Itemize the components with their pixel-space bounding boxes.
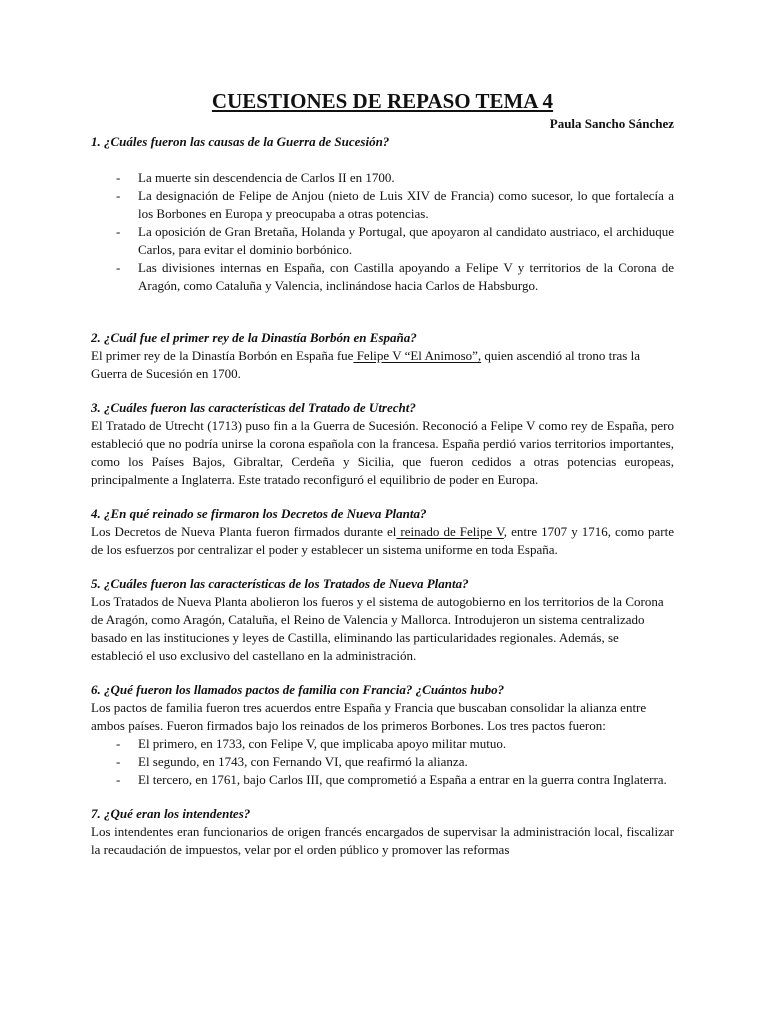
answer-text: El primer rey de la Dinastía Borbón en España fue — [91, 348, 354, 363]
question-4-section — [91, 505, 674, 559]
list-item-text: La designación de Felipe de Anjou (nieto de Luis XIV de Francia) como sucesor, lo que fortalecía a los Borbones en Europa y preocupaba a otras potencias. — [138, 188, 674, 221]
question-4-answer — [91, 523, 674, 559]
question-3-section — [91, 399, 674, 489]
question-2-answer — [91, 347, 674, 383]
list-item — [91, 169, 674, 187]
dash-bullet-icon: - — [116, 754, 121, 769]
question-3-answer: El Tratado de Utrecht (1713) puso fin a la Guerra de Sucesión. Reconoció a Felipe V como rey de España, pero estableció que no podría unirse la corona española con la francesa. España perdió varios territorios importantes, como los Países Bajos, Gibraltar, Cerdeña y Sicilia, que fueron cedidos a otras potencias europeas, principalmente a Inglaterra. Este tratado reconfiguró el equilibrio de poder en Europa. — [91, 418, 674, 487]
question-1-section — [91, 133, 674, 295]
dash-bullet-icon: - — [116, 260, 121, 275]
list-item — [91, 223, 674, 259]
list-item — [91, 187, 674, 223]
dash-bullet-icon: - — [116, 736, 121, 751]
question-7-section — [91, 805, 674, 859]
question-5-answer: Los Tratados de Nueva Planta abolieron los fueros y el sistema de autogobierno en los territorios de la Corona de Aragón, como Aragón, Cataluña, el Reino de Valencia y Mallorca. Introdujeron un sistema centralizado basado en las instituciones y leyes de Castilla, eliminando las particularidades regionales. Además, se estableció el uso exclusivo del castellano en la administración. — [91, 594, 664, 663]
list-item — [91, 753, 674, 771]
list-item-text: El segundo, en 1743, con Fernando VI, que reafirmó la alianza. — [138, 754, 468, 769]
underlined-answer-text: Felipe V “El Animoso”, — [353, 348, 482, 363]
question-6-pacts-list — [91, 735, 674, 789]
underlined-answer-text: reinado de Felipe V — [396, 524, 504, 539]
question-6-section — [91, 681, 674, 789]
list-item-text: La oposición de Gran Bretaña, Holanda y Portugal, que apoyaron al candidato austriaco, el archiduque Carlos, para evitar el dominio borbónico. — [138, 224, 674, 257]
list-item-text: El primero, en 1733, con Felipe V, que implicaba apoyo militar mutuo. — [138, 736, 507, 751]
list-item — [91, 259, 674, 295]
answer-text: quien ascendió al trono tras la Guerra de Sucesión en 1700. — [91, 348, 640, 381]
question-2-heading: 2. ¿Cuál fue el primer rey de la Dinastía Borbón en España? — [91, 330, 417, 345]
question-7-heading: 7. ¿Qué eran los intendentes? — [91, 806, 251, 821]
answer-text: , entre 1707 y 1716, como parte de los esfuerzos por centralizar el poder y establecer un sistema uniforme en toda España. — [91, 524, 674, 557]
dash-bullet-icon: - — [116, 224, 121, 239]
question-6-heading: 6. ¿Qué fueron los llamados pactos de familia con Francia? ¿Cuántos hubo? — [91, 682, 505, 697]
question-7-answer: Los intendentes eran funcionarios de origen francés encargados de supervisar la administración local, fiscalizar la recaudación de impuestos, velar por el orden público y promover las reformas — [91, 824, 674, 857]
document-page — [91, 89, 674, 859]
dash-bullet-icon: - — [116, 188, 121, 203]
question-3-heading: 3. ¿Cuáles fueron las características del Tratado de Utrecht? — [91, 400, 416, 415]
question-1-causes-list — [91, 169, 674, 295]
document-title: CUESTIONES DE REPASO TEMA 4 — [211, 89, 554, 113]
list-item — [91, 735, 674, 753]
list-item — [91, 771, 674, 789]
question-5-section — [91, 575, 674, 665]
list-item-text: El tercero, en 1761, bajo Carlos III, que comprometió a España a entrar en la guerra contra Inglaterra. — [138, 772, 667, 787]
answer-text: Los Decretos de Nueva Planta fueron firmados durante el — [91, 524, 397, 539]
list-item-text: Las divisiones internas en España, con Castilla apoyando a Felipe V y territorios de la Corona de Aragón, como Cataluña y Valencia, inclinándose hacia Carlos de Habsburgo. — [138, 260, 674, 293]
list-item-text: La muerte sin descendencia de Carlos II en 1700. — [138, 170, 395, 185]
question-4-heading: 4. ¿En qué reinado se firmaron los Decretos de Nueva Planta? — [91, 506, 427, 521]
dash-bullet-icon: - — [116, 772, 121, 787]
dash-bullet-icon: - — [116, 170, 121, 185]
author-name: Paula Sancho Sánchez — [549, 116, 674, 131]
question-6-answer: Los pactos de familia fueron tres acuerdos entre España y Francia que buscaban consolidar la alianza entre ambos países. Fueron firmados bajo los reinados de los primeros Borbones. Los tres pactos fueron: — [91, 700, 647, 733]
question-5-heading: 5. ¿Cuáles fueron las características de los Tratados de Nueva Planta? — [91, 576, 469, 591]
question-1-heading: 1. ¿Cuáles fueron las causas de la Guerra de Sucesión? — [91, 134, 390, 149]
question-2-section — [91, 329, 674, 383]
